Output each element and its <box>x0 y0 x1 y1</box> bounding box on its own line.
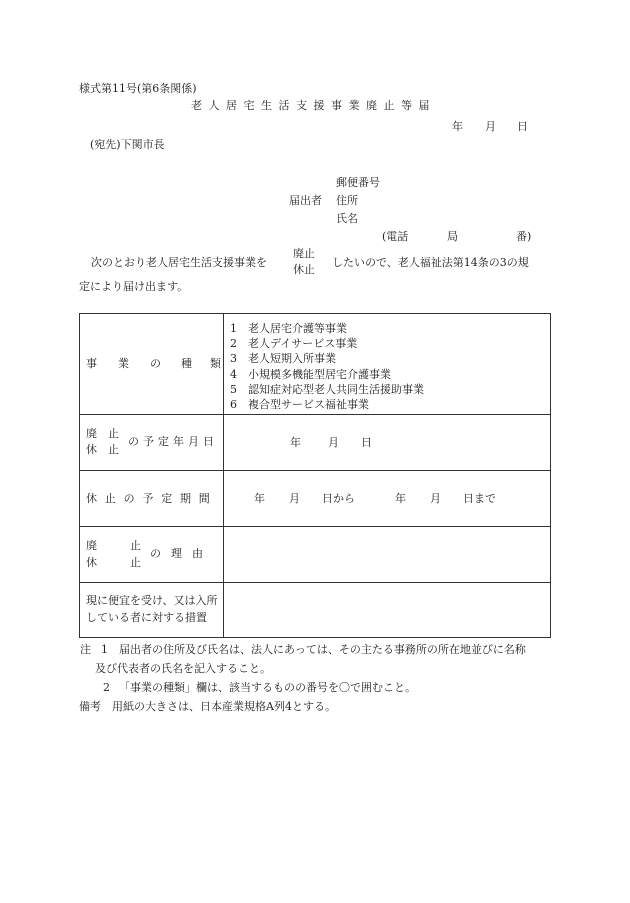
statement-option-abolish: 廃止 <box>293 247 315 260</box>
business-type-list <box>224 314 551 415</box>
postal-code-label: 郵便番号 <box>336 176 380 189</box>
statement-part1: 次のとおり老人居宅生活支援事業を <box>91 256 267 269</box>
scheduled-month: 月 <box>328 435 339 449</box>
note2-number: 2 <box>103 681 110 694</box>
date-year: 年 <box>452 120 463 133</box>
to-year: 年 <box>395 491 406 505</box>
applicant-label: 届出者 <box>289 194 322 207</box>
row-reason <box>80 527 551 583</box>
measures-field[interactable] <box>224 583 551 638</box>
scheduled-year: 年 <box>290 435 301 449</box>
note1-number: 1 <box>101 643 108 656</box>
label-char: の <box>150 357 161 370</box>
row-measures <box>80 583 551 638</box>
statement-part2: したいので、老人福祉法第14条の3の規 <box>332 256 529 269</box>
row-business-type <box>80 314 551 415</box>
page-title: 老人居宅生活支援事業廃止等届 <box>191 99 436 112</box>
business-type-item: 1 老人居宅介護等事業 <box>230 321 347 335</box>
form-number: 様式第11号(第6条関係) <box>79 82 197 95</box>
label-suspension-period <box>80 471 224 527</box>
business-type-item: 4 小規模多機能型居宅介護事業 <box>230 367 391 381</box>
addressee: (宛先)下関市長 <box>90 138 165 151</box>
name-label: 氏名 <box>336 212 358 225</box>
scheduled-date-field[interactable] <box>224 415 551 471</box>
label-abolish: 廃 止 <box>86 426 119 440</box>
label-suspend-char: 止 <box>130 555 141 569</box>
date-day: 日 <box>517 120 528 133</box>
business-type-item: 5 認知症対応型老人共同生活援助事業 <box>230 382 424 396</box>
remark-label: 備考 <box>79 700 101 713</box>
phone-open: (電話 <box>382 230 409 243</box>
note1-line2: 及び代表者の氏名を記入すること。 <box>95 662 271 675</box>
statement-option-suspend: 休止 <box>293 263 315 276</box>
label-char: 種 <box>181 357 192 370</box>
scheduled-day: 日 <box>361 435 372 449</box>
label-char: 事 <box>86 357 97 370</box>
label-measures <box>80 583 224 638</box>
phone-close: 番) <box>516 230 532 243</box>
address-label: 住所 <box>336 194 358 207</box>
label-suspension-period-text: 休止の予定期間 <box>86 491 218 505</box>
note1-line1: 届出者の住所及び氏名は、法人にあっては、その主たる事務所の所在地並びに名称 <box>119 643 526 656</box>
reason-field[interactable] <box>224 527 551 583</box>
label-reason <box>80 527 224 583</box>
row-scheduled-date <box>80 415 551 471</box>
label-scheduled-date-suffix: の予定年月日 <box>128 434 218 448</box>
business-type-item: 6 複合型サービス福祉事業 <box>230 397 369 411</box>
label-business-type <box>80 314 224 415</box>
label-abolish-char: 廃 <box>86 538 97 552</box>
label-abolish-char: 止 <box>130 538 141 552</box>
note-label: 注 <box>80 643 91 656</box>
label-measures-line1: 現に便宜を受け、又は入所 <box>86 594 218 607</box>
label-reason-suffix: の理由 <box>150 546 213 560</box>
label-char: 業 <box>118 357 129 370</box>
label-suspend-char: 休 <box>86 555 97 569</box>
label-scheduled-date <box>80 415 224 471</box>
from-day: 日から <box>322 491 355 505</box>
to-month: 月 <box>430 491 441 505</box>
statement-part3: 定により届け出ます。 <box>79 280 189 293</box>
from-month: 月 <box>289 491 300 505</box>
suspension-period-field[interactable] <box>224 471 551 527</box>
row-suspension-period <box>80 471 551 527</box>
from-year: 年 <box>254 491 265 505</box>
business-type-item: 3 老人短期入所事業 <box>230 352 336 366</box>
note2-text: 「事業の種類」欄は、該当するものの番号を〇で囲むこと。 <box>119 681 416 694</box>
date-month: 月 <box>485 120 496 133</box>
label-suspend: 休 止 <box>86 442 119 456</box>
remark-text: 用紙の大きさは、日本産業規格A列4とする。 <box>112 700 336 713</box>
phone-station: 局 <box>447 230 458 243</box>
business-form-table <box>79 313 551 638</box>
to-day: 日まで <box>463 491 496 505</box>
business-type-item: 2 老人デイサービス事業 <box>230 337 358 351</box>
label-measures-line2: している者に対する措置 <box>86 611 207 624</box>
label-char: 類 <box>210 357 221 370</box>
